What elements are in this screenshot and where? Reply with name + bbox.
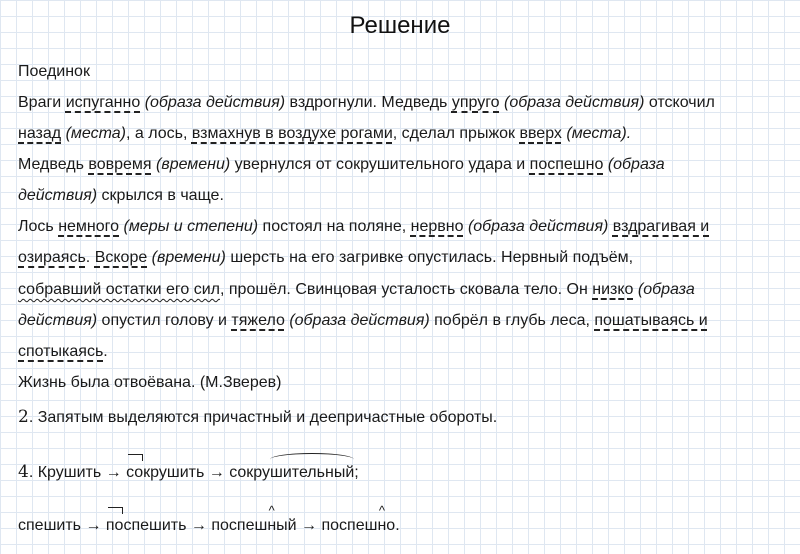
text-line-2: назад (места), а лось, взмахнув в воздухе рогами, сделал прыжок вверх (места). bbox=[18, 125, 632, 142]
answer-item-2: 2. Запятым выделяются причастный и деепричастные обороты. bbox=[18, 407, 498, 427]
prefix-mark: по bbox=[105, 517, 124, 534]
adverb: немного bbox=[58, 218, 120, 235]
text-line-3: Медведь вовремя (времени) увернулся от сокрушительного удара и поспешно (образа bbox=[18, 156, 665, 173]
prefix-mark: со bbox=[126, 464, 144, 481]
text-line-8: действия) опустил голову и тяжело (образа действия) побрёл в глубь леса, пошатываясь и bbox=[18, 312, 708, 329]
participle: вздрагивая и bbox=[612, 218, 710, 235]
text-line-6: озираясь. Вскоре (времени) шерсть на его загривке опустилась. Нервный подъём, bbox=[18, 249, 634, 266]
root-arc-mark: шительный bbox=[270, 464, 355, 481]
text-heading: Поединок bbox=[18, 63, 90, 80]
adverb: упруго bbox=[451, 94, 500, 111]
adverb: Вскоре bbox=[94, 249, 148, 266]
adverb: назад bbox=[18, 125, 62, 142]
text-line-9: спотыкаясь. bbox=[18, 343, 108, 360]
adverb: низко bbox=[592, 281, 634, 298]
participle: пошатываясь и bbox=[594, 312, 708, 329]
adverb: испуганно bbox=[65, 94, 141, 111]
suffix-mark: ^ н bbox=[267, 516, 276, 536]
adverb: тяжело bbox=[231, 312, 285, 329]
participle-phrase: взмахнув в воздухе рогами bbox=[191, 125, 393, 142]
answer-item-4-line-2: спешить → поспешить → поспеш^ ный → поспеш^ но. bbox=[18, 516, 790, 536]
text-line-4: действия) скрылся в чаще. bbox=[18, 187, 224, 204]
participle-phrase: собравший остатки его сил bbox=[18, 281, 220, 298]
answer-item-4: 4. Крушить → сокрушить → сокрушительный; bbox=[18, 462, 359, 482]
text-line-5: Лось немного (меры и степени) постоял на поляне, нервно (образа действия) вздрагивая и bbox=[18, 218, 710, 235]
adverb: нервно bbox=[410, 218, 464, 235]
participle: спотыкаясь bbox=[18, 343, 104, 360]
participle: озираясь bbox=[18, 249, 86, 266]
adverb: вовремя bbox=[88, 156, 152, 173]
page-title: Решение bbox=[349, 12, 451, 39]
adverb: вверх bbox=[519, 125, 562, 142]
suffix-mark: ^ н bbox=[377, 516, 386, 536]
adverb: поспешно bbox=[529, 156, 604, 173]
text-line-10: Жизнь была отвоёвана. (М.Зверев) bbox=[18, 374, 282, 391]
text-line-1: Враги испуганно (образа действия) вздрогнули. Медведь упруго (образа действия) отскочил bbox=[18, 94, 715, 111]
text-line-7: собравший остатки его сил, прошёл. Свинцовая усталость сковала тело. Он низко (образа bbox=[18, 281, 695, 298]
